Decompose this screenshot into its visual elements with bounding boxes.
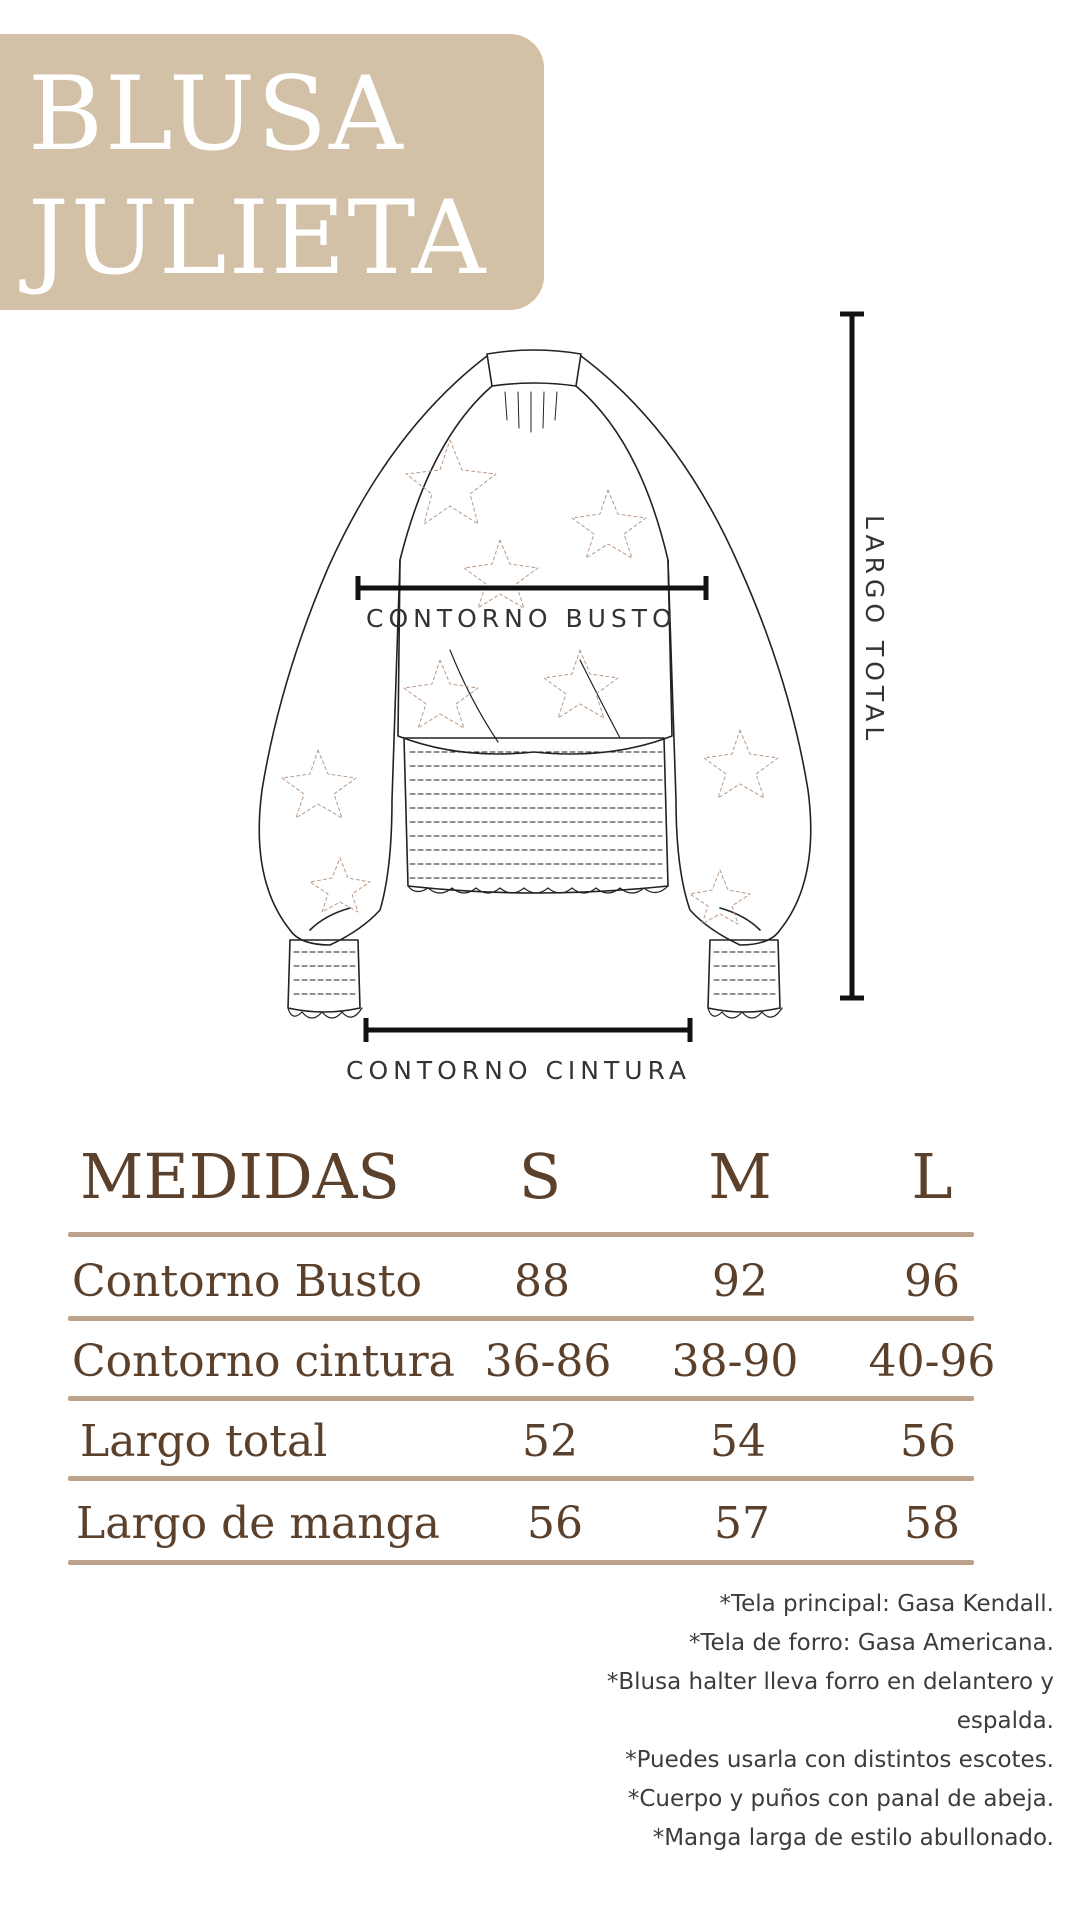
row-label: Largo total: [80, 1416, 328, 1467]
note-line: *Puedes usarla con distintos escotes.: [625, 1747, 1054, 1773]
size-l-header: L: [911, 1140, 953, 1213]
row-value-m: 57: [714, 1498, 770, 1549]
note-line: *Tela de forro: Gasa Americana.: [688, 1630, 1054, 1656]
title-line-1: BLUSA: [28, 55, 405, 174]
gather-lines: [505, 392, 557, 432]
table-rule: [68, 1232, 974, 1237]
note-line: *Cuerpo y puños con panal de abeja.: [627, 1786, 1054, 1812]
left-sleeve-shape: [259, 356, 492, 945]
row-value-l: 96: [904, 1256, 960, 1307]
row-value-l: 58: [904, 1498, 960, 1549]
fabric-notes: [494, 1585, 1054, 1858]
table-header-label: MEDIDAS: [80, 1140, 400, 1213]
title-line-2: JULIETA: [28, 179, 488, 298]
left-cuff-pattern: [294, 952, 356, 994]
table-rule: [68, 1316, 974, 1321]
note-line: espalda.: [956, 1708, 1054, 1734]
size-s-header: S: [518, 1140, 562, 1213]
row-value-l: 56: [900, 1416, 956, 1467]
collar-shape: [487, 350, 581, 386]
row-value-s: 36-86: [484, 1336, 612, 1387]
table-rule: [68, 1560, 974, 1565]
row-value-s: 56: [527, 1498, 583, 1549]
busto-measure-line: [358, 576, 706, 600]
row-label: Largo de manga: [76, 1498, 441, 1549]
row-value-l: 40-96: [868, 1336, 996, 1387]
label-contorno-busto: CONTORNO BUSTO: [366, 604, 677, 633]
size-m-header: M: [708, 1140, 772, 1213]
smocked-waistband: [404, 738, 668, 893]
note-line: *Tela principal: Gasa Kendall.: [719, 1591, 1054, 1617]
row-value-m: 54: [710, 1416, 766, 1467]
row-value-m: 92: [712, 1256, 768, 1307]
smocking-pattern: [410, 752, 662, 878]
row-label: Contorno Busto: [72, 1256, 422, 1307]
note-line: *Manga larga de estilo abullonado.: [652, 1825, 1054, 1851]
cintura-measure-line: [366, 1018, 690, 1042]
row-value-m: 38-90: [671, 1336, 799, 1387]
right-sleeve-shape: [576, 356, 811, 945]
row-value-s: 88: [514, 1256, 570, 1307]
label-contorno-cintura: CONTORNO CINTURA: [346, 1056, 692, 1085]
note-line: *Blusa halter lleva forro en delantero y: [606, 1669, 1054, 1695]
table-rule: [68, 1396, 974, 1401]
row-label: Contorno cintura: [72, 1336, 455, 1387]
row-value-s: 52: [522, 1416, 578, 1467]
label-largo-total: LARGO TOTAL: [860, 515, 889, 746]
right-cuff-pattern: [714, 952, 776, 994]
table-rule: [68, 1476, 974, 1481]
